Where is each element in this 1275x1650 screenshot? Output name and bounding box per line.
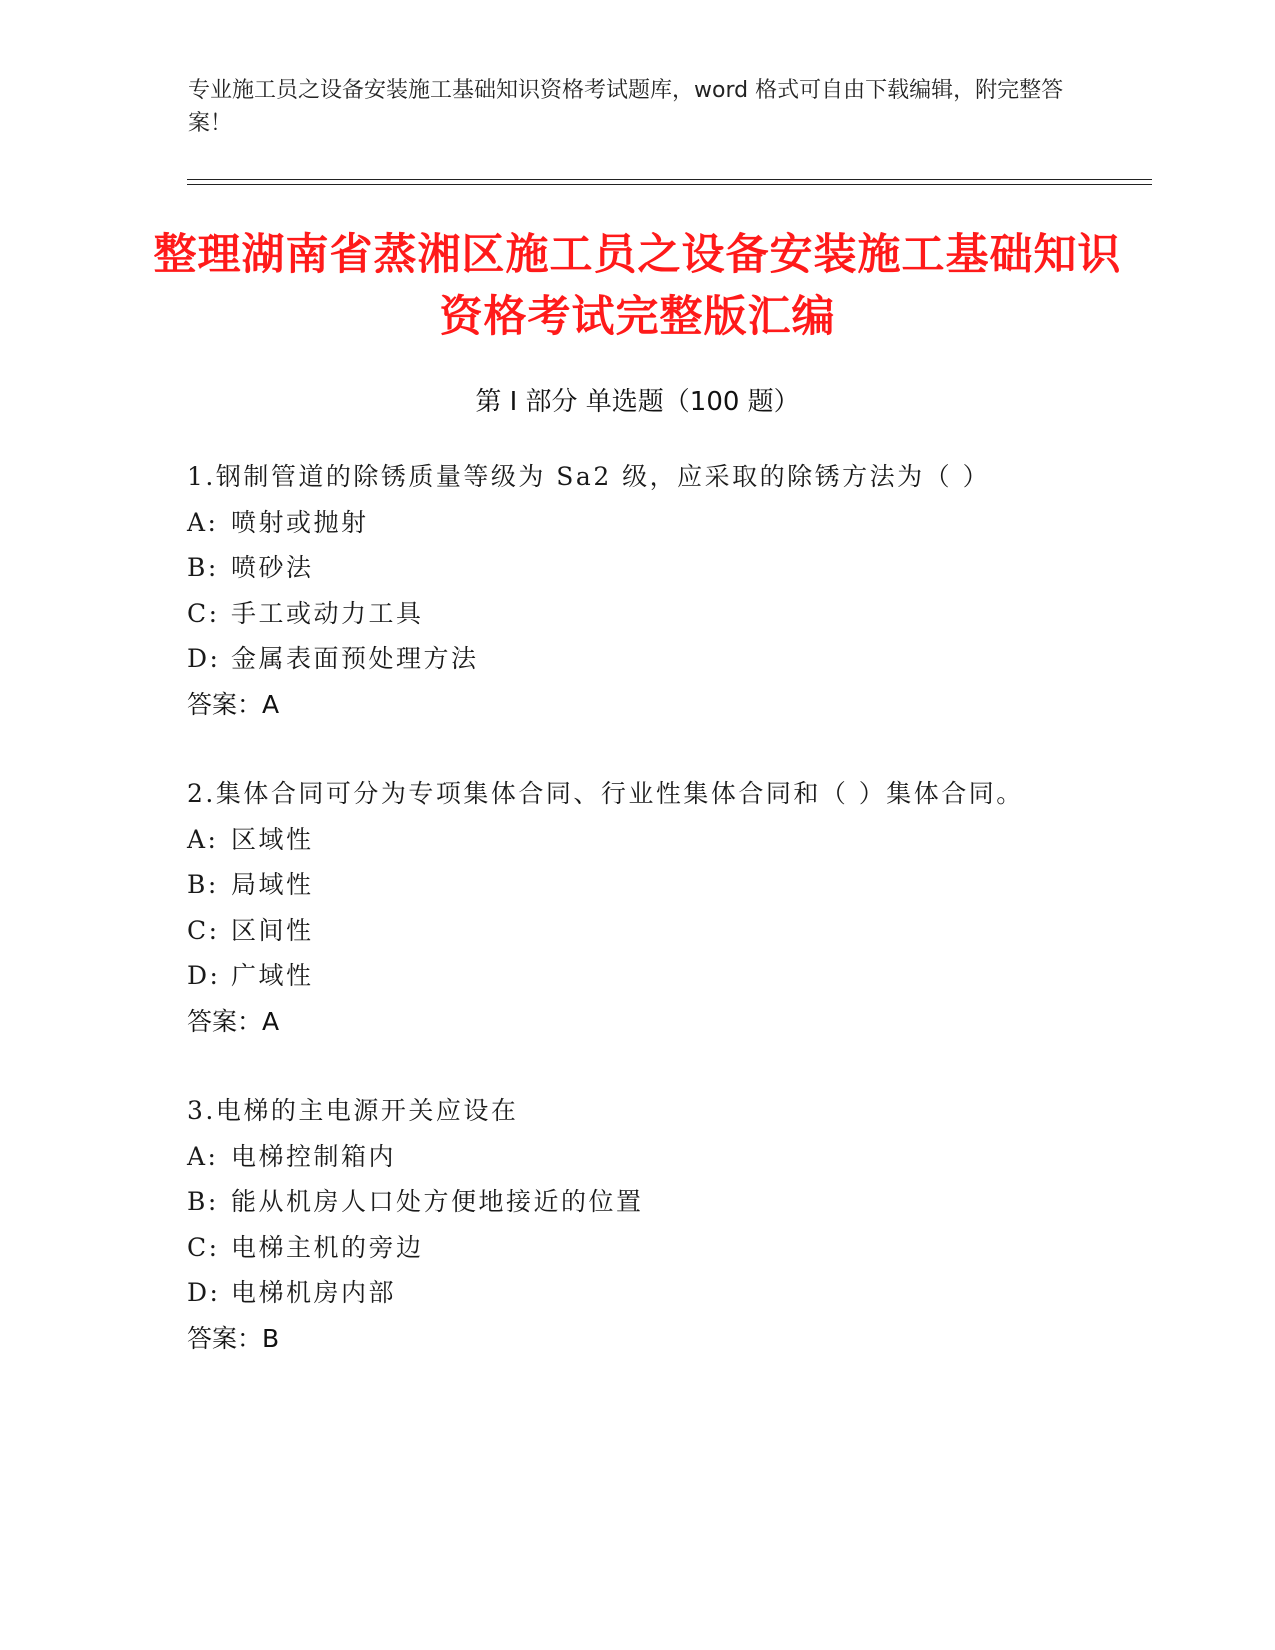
answer-value: A: [262, 1006, 280, 1036]
answer-line: [187, 682, 1187, 728]
option-b: [187, 862, 1187, 908]
question-2: [187, 771, 1187, 1044]
question-1: [187, 454, 1187, 727]
document-title: 整理湖南省蒸湘区施工员之设备安装施工基础知识资格考试完整版汇编: [153, 230, 1122, 342]
option-text: 区间性: [231, 915, 314, 945]
section-title: 第 I 部分 单选题（100 题）: [475, 387, 800, 417]
answer-label: 答案：: [187, 689, 263, 719]
option-a: [187, 817, 1187, 863]
option-letter: B:: [187, 870, 219, 899]
option-letter: A:: [187, 507, 219, 537]
option-text: 区域性: [231, 824, 314, 854]
option-text: 喷砂法: [231, 553, 314, 582]
header-divider-bottom: [187, 184, 1152, 185]
option-text: 电梯机房内部: [231, 1278, 397, 1307]
option-text: 电梯控制箱内: [231, 1141, 397, 1171]
question-text: 2.集体合同可分为专项集体合同、行业性集体合同和（ ）集体合同。: [187, 779, 1024, 808]
option-letter: C:: [187, 598, 220, 628]
option-letter: D:: [187, 1278, 221, 1307]
option-letter: B:: [187, 553, 219, 582]
option-letter: D:: [187, 961, 221, 990]
option-text: 局域性: [231, 870, 314, 899]
option-letter: B:: [187, 1187, 219, 1216]
option-text: 广域性: [231, 961, 314, 990]
question-text: 1.钢制管道的除锈质量等级为 Sa2 级，应采取的除锈方法为（ ）: [187, 462, 991, 491]
option-letter: C:: [187, 915, 220, 945]
option-a: [187, 1134, 1187, 1180]
option-b: [187, 1179, 1187, 1225]
option-c: [187, 1225, 1187, 1271]
option-text: 能从机房人口处方便地接近的位置: [231, 1187, 644, 1216]
option-d: [187, 1270, 1187, 1316]
option-letter: D:: [187, 644, 221, 673]
answer-label: 答案：: [187, 1323, 263, 1353]
option-b: [187, 545, 1187, 591]
answer-label: 答案：: [187, 1006, 263, 1036]
option-c: [187, 908, 1187, 954]
question-3: [187, 1088, 1187, 1361]
answer-value: A: [262, 689, 280, 719]
option-letter: A:: [187, 824, 219, 854]
option-text: 手工或动力工具: [231, 598, 424, 628]
answer-value: B: [262, 1323, 280, 1353]
option-letter: C:: [187, 1232, 220, 1262]
option-c: [187, 591, 1187, 637]
option-text: 金属表面预处理方法: [231, 644, 479, 673]
option-a: [187, 500, 1187, 546]
option-d: [187, 953, 1187, 999]
answer-line: [187, 999, 1187, 1045]
question-text: 3.电梯的主电源开关应设在: [187, 1096, 519, 1125]
header-note: 专业施工员之设备安装施工基础知识资格考试题库，word 格式可自由下载编辑，附完整答案！: [188, 78, 1064, 136]
option-text: 喷射或抛射: [231, 507, 369, 537]
option-text: 电梯主机的旁边: [231, 1232, 424, 1262]
option-d: [187, 636, 1187, 682]
option-letter: A:: [187, 1141, 219, 1171]
answer-line: [187, 1316, 1187, 1362]
header-divider-top: [187, 179, 1152, 180]
